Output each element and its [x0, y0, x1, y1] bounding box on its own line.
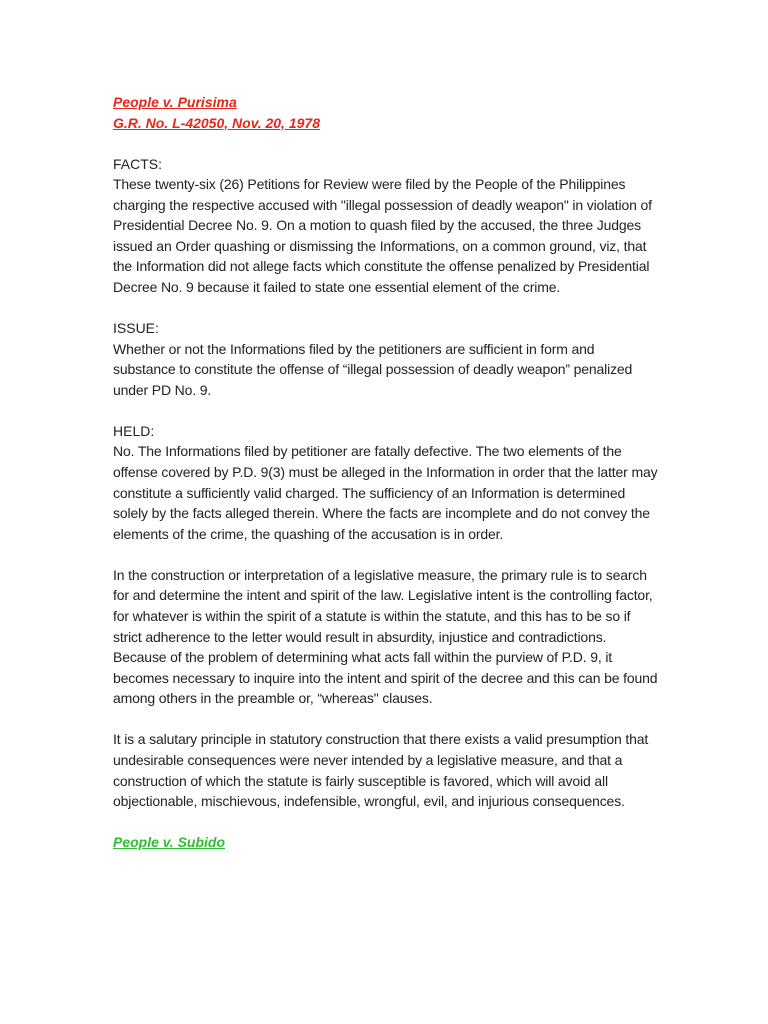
- spacer: [113, 812, 658, 833]
- case-citation-link[interactable]: G.R. No. L-42050, Nov. 20, 1978: [113, 114, 320, 131]
- spacer: [113, 709, 658, 730]
- case-title-link[interactable]: People v. Purisima: [113, 94, 237, 110]
- spacer: [113, 544, 658, 565]
- facts-heading: FACTS:: [113, 155, 163, 172]
- held-paragraph: It is a salutary principle in statutory construction that there exists a valid presumption that undesirable consequences were never intended by a legislative measure, and that a construction of which the statute is fairly susceptible is favored, which will avoid all objectionable, mischievous, indefensible, wrongful, evil, and injurious consequences.: [113, 731, 649, 810]
- spacer: [113, 298, 658, 319]
- held-paragraph: No. The Informations filed by petitioner are fatally defective. The two elements of the offense covered by P.D. 9(3) must be alleged in the Information in order that the latter may constitute a sufficiently valid charged. The sufficiency of an Information is determined solely by the facts alleged therein. Where the facts are incomplete and do not convey the elements of the crime, the quashing of the accusation is in order.: [113, 443, 658, 542]
- facts-paragraph: These twenty-six (26) Petitions for Review were filed by the People of the Philippines charging the respective accused with "illegal possession of deadly weapon" in violation of Presidential Decree No. 9. On a motion to quash filed by the accused, the three Judges issued an Order quashing or dismissing the Informations, on a common ground, viz, that the Information did not allege facts which constitute the offense penalized by Presidential Decree No. 9 because it failed to state one essential element of the crime.: [113, 176, 652, 295]
- held-paragraph: In the construction or interpretation of a legislative measure, the primary rule is to search for and determine the intent and spirit of the law. Legislative intent is the controlling factor, for whatever is within the spirit of a statute is within the statute, and this has to be so if strict adherence to the letter would result in absurdity, injustice and contradictions. Because of the problem of determining what acts fall within the purview of P.D. 9, it becomes necessary to inquire into the intent and spirit of the decree and this can be found among others in the preamble or, “whereas" clauses.: [113, 566, 658, 707]
- spacer: [113, 133, 658, 154]
- held-heading: HELD:: [113, 422, 155, 439]
- issue-paragraph: Whether or not the Informations filed by the petitioners are sufficient in form and substance to constitute the offense of “illegal possession of deadly weapon” penalized under PD No. 9.: [113, 340, 633, 398]
- document-page: [113, 92, 658, 853]
- spacer: [113, 400, 658, 421]
- issue-heading: ISSUE:: [113, 320, 159, 337]
- next-case-title-link[interactable]: People v. Subido: [113, 834, 226, 851]
